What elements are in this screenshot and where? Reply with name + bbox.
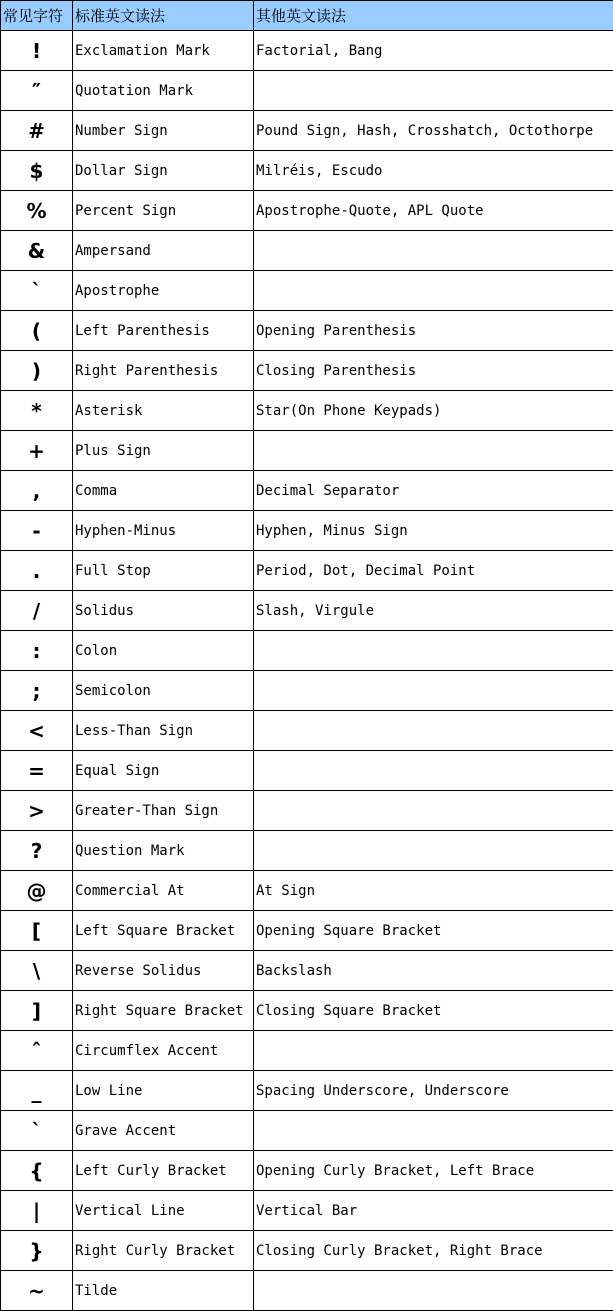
other-reading-cell: Spacing Underscore, Underscore xyxy=(254,1071,613,1111)
table-row xyxy=(1,751,613,791)
table-row xyxy=(1,1191,613,1231)
other-reading-cell: Closing Parenthesis xyxy=(254,351,613,391)
table-row xyxy=(1,71,613,111)
standard-reading-cell: Question Mark xyxy=(73,831,254,871)
table-row xyxy=(1,511,613,551)
standard-reading-cell: Grave Accent xyxy=(73,1111,254,1151)
table-row xyxy=(1,951,613,991)
other-reading-cell: Pound Sign, Hash, Crosshatch, Octothorpe xyxy=(254,111,613,151)
standard-reading-cell: Quotation Mark xyxy=(73,71,254,111)
standard-reading-cell: Ampersand xyxy=(73,231,254,271)
standard-reading-cell: Asterisk xyxy=(73,391,254,431)
standard-reading-cell: Right Parenthesis xyxy=(73,351,254,391)
table-row xyxy=(1,871,613,911)
table-row xyxy=(1,991,613,1031)
table-row xyxy=(1,1231,613,1271)
symbol-cell: & xyxy=(1,231,73,271)
symbol-cell: ″ xyxy=(1,71,73,111)
other-reading-cell: Milréis, Escudo xyxy=(254,151,613,191)
other-reading-cell: Vertical Bar xyxy=(254,1191,613,1231)
other-reading-cell xyxy=(254,631,613,671)
standard-reading-cell: Percent Sign xyxy=(73,191,254,231)
symbol-cell: : xyxy=(1,631,73,671)
standard-reading-cell: Exclamation Mark xyxy=(73,31,254,71)
other-reading-cell xyxy=(254,751,613,791)
table-row xyxy=(1,711,613,751)
other-reading-cell xyxy=(254,791,613,831)
standard-reading-cell: Greater-Than Sign xyxy=(73,791,254,831)
standard-reading-cell: Tilde xyxy=(73,1271,254,1311)
symbol-cell: ` xyxy=(1,1111,73,1151)
symbol-cell: > xyxy=(1,791,73,831)
standard-reading-cell: Dollar Sign xyxy=(73,151,254,191)
symbol-cell: ; xyxy=(1,671,73,711)
standard-reading-cell: Left Parenthesis xyxy=(73,311,254,351)
symbol-cell: = xyxy=(1,751,73,791)
standard-reading-cell: Reverse Solidus xyxy=(73,951,254,991)
other-reading-cell: Opening Square Bracket xyxy=(254,911,613,951)
header-other-reading: 其他英文读法 xyxy=(254,1,613,31)
standard-reading-cell: Apostrophe xyxy=(73,271,254,311)
table-row xyxy=(1,631,613,671)
other-reading-cell: Closing Square Bracket xyxy=(254,991,613,1031)
table-row xyxy=(1,431,613,471)
standard-reading-cell: Number Sign xyxy=(73,111,254,151)
other-reading-cell xyxy=(254,1111,613,1151)
other-reading-cell xyxy=(254,831,613,871)
standard-reading-cell: Right Curly Bracket xyxy=(73,1231,254,1271)
standard-reading-cell: Commercial At xyxy=(73,871,254,911)
symbol-cell: ! xyxy=(1,31,73,71)
table-header-row xyxy=(1,1,613,31)
standard-reading-cell: Full Stop xyxy=(73,551,254,591)
other-reading-cell: Opening Parenthesis xyxy=(254,311,613,351)
standard-reading-cell: Equal Sign xyxy=(73,751,254,791)
table-row xyxy=(1,671,613,711)
symbol-cell: . xyxy=(1,551,73,591)
table-row xyxy=(1,1271,613,1311)
standard-reading-cell: Low Line xyxy=(73,1071,254,1111)
table-row xyxy=(1,1151,613,1191)
other-reading-cell: Slash, Virgule xyxy=(254,591,613,631)
other-reading-cell xyxy=(254,1271,613,1311)
standard-reading-cell: Solidus xyxy=(73,591,254,631)
standard-reading-cell: Plus Sign xyxy=(73,431,254,471)
other-reading-cell: Factorial, Bang xyxy=(254,31,613,71)
symbol-cell: ( xyxy=(1,311,73,351)
symbol-cell: < xyxy=(1,711,73,751)
other-reading-cell: Closing Curly Bracket, Right Brace xyxy=(254,1231,613,1271)
standard-reading-cell: Circumflex Accent xyxy=(73,1031,254,1071)
other-reading-cell: Apostrophe-Quote, APL Quote xyxy=(254,191,613,231)
symbol-cell: % xyxy=(1,191,73,231)
header-common-character: 常见字符 xyxy=(1,1,73,31)
symbol-cell: * xyxy=(1,391,73,431)
table-row xyxy=(1,31,613,71)
table-row xyxy=(1,551,613,591)
table-row xyxy=(1,471,613,511)
header-standard-reading: 标准英文读法 xyxy=(73,1,254,31)
symbol-cell: ] xyxy=(1,991,73,1031)
symbol-cell: $ xyxy=(1,151,73,191)
other-reading-cell: Star(On Phone Keypads) xyxy=(254,391,613,431)
table-row xyxy=(1,1111,613,1151)
table-row xyxy=(1,311,613,351)
other-reading-cell: Decimal Separator xyxy=(254,471,613,511)
standard-reading-cell: Right Square Bracket xyxy=(73,991,254,1031)
other-reading-cell xyxy=(254,271,613,311)
symbol-cell: # xyxy=(1,111,73,151)
symbol-cell: ˆ xyxy=(1,1031,73,1071)
other-reading-cell: At Sign xyxy=(254,871,613,911)
table-row xyxy=(1,1031,613,1071)
symbol-cell: ` xyxy=(1,271,73,311)
table-row xyxy=(1,151,613,191)
other-reading-cell: Hyphen, Minus Sign xyxy=(254,511,613,551)
symbol-cell: } xyxy=(1,1231,73,1271)
symbol-cell: ) xyxy=(1,351,73,391)
table-row xyxy=(1,351,613,391)
standard-reading-cell: Colon xyxy=(73,631,254,671)
other-reading-cell xyxy=(254,711,613,751)
other-reading-cell xyxy=(254,671,613,711)
symbol-cell: @ xyxy=(1,871,73,911)
symbol-cell: + xyxy=(1,431,73,471)
table-row xyxy=(1,591,613,631)
standard-reading-cell: Less-Than Sign xyxy=(73,711,254,751)
symbol-cell: _ xyxy=(1,1071,73,1111)
table-row xyxy=(1,391,613,431)
table-row xyxy=(1,831,613,871)
standard-reading-cell: Semicolon xyxy=(73,671,254,711)
other-reading-cell xyxy=(254,71,613,111)
symbol-cell: / xyxy=(1,591,73,631)
other-reading-cell xyxy=(254,231,613,271)
table-row xyxy=(1,1071,613,1111)
table-row xyxy=(1,111,613,151)
symbol-cell: { xyxy=(1,1151,73,1191)
symbol-cell: - xyxy=(1,511,73,551)
symbol-cell: ? xyxy=(1,831,73,871)
table-row xyxy=(1,911,613,951)
other-reading-cell xyxy=(254,1031,613,1071)
table-row xyxy=(1,231,613,271)
standard-reading-cell: Vertical Line xyxy=(73,1191,254,1231)
standard-reading-cell: Comma xyxy=(73,471,254,511)
symbol-cell: [ xyxy=(1,911,73,951)
table-body xyxy=(1,31,613,1311)
symbol-cell: \ xyxy=(1,951,73,991)
other-reading-cell: Backslash xyxy=(254,951,613,991)
symbol-cell: | xyxy=(1,1191,73,1231)
standard-reading-cell: Left Square Bracket xyxy=(73,911,254,951)
symbol-cell: ~ xyxy=(1,1271,73,1311)
table-row xyxy=(1,271,613,311)
table-row xyxy=(1,791,613,831)
other-reading-cell: Opening Curly Bracket, Left Brace xyxy=(254,1151,613,1191)
symbol-cell: , xyxy=(1,471,73,511)
standard-reading-cell: Hyphen-Minus xyxy=(73,511,254,551)
other-reading-cell xyxy=(254,431,613,471)
standard-reading-cell: Left Curly Bracket xyxy=(73,1151,254,1191)
other-reading-cell: Period, Dot, Decimal Point xyxy=(254,551,613,591)
table-row xyxy=(1,191,613,231)
